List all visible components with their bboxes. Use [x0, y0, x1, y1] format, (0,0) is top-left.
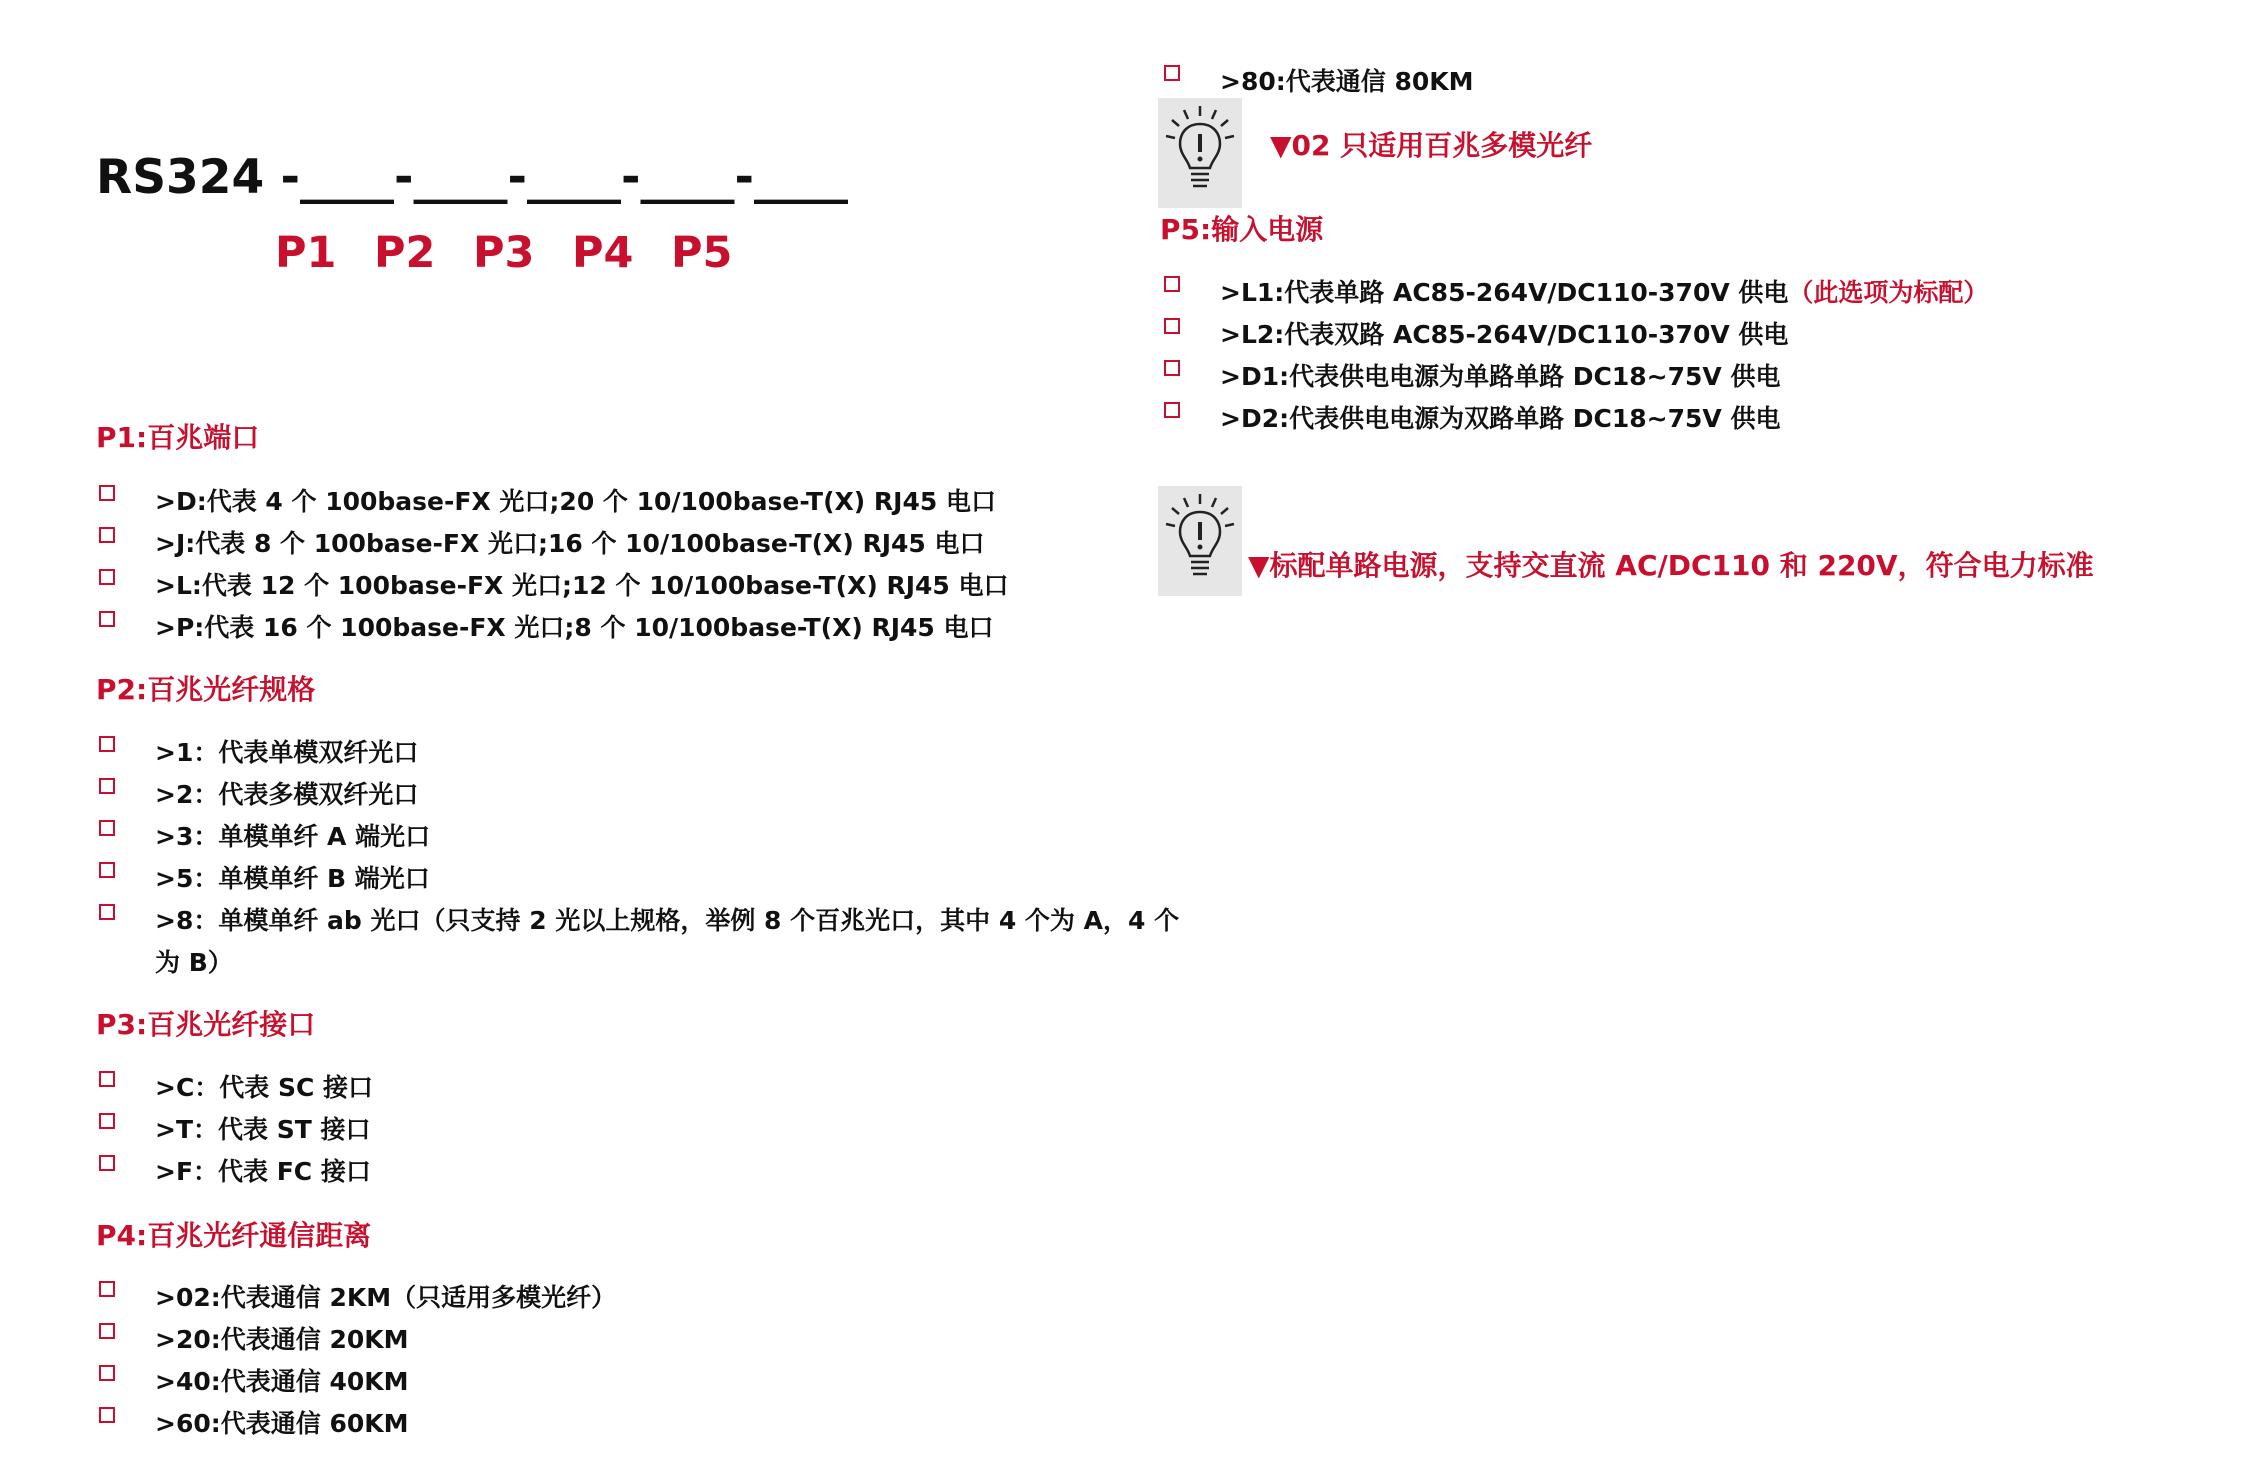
param-label-p1: P1 — [275, 228, 337, 278]
param-label-p5: P5 — [671, 228, 733, 278]
checkbox-icon[interactable] — [99, 611, 115, 627]
p4-heading: P4:百兆光纤通信距离 — [96, 1219, 372, 1252]
checkbox-icon[interactable] — [99, 1113, 115, 1129]
checkbox-icon[interactable] — [99, 1365, 115, 1381]
checkbox-icon[interactable] — [99, 569, 115, 585]
p5-tip: ▼标配单路电源，支持交直流 AC/DC110 和 220V，符合电力标准 — [1248, 549, 2094, 582]
p4-tip: ▼02 只适用百兆多模光纤 — [1270, 129, 1593, 162]
p5-heading: P5:输入电源 — [1160, 213, 1324, 246]
lightbulb-icon — [1158, 98, 1242, 208]
checkbox-icon[interactable] — [1164, 402, 1180, 418]
checkbox-icon[interactable] — [99, 1155, 115, 1171]
checkbox-icon[interactable] — [1164, 360, 1180, 376]
checkbox-icon[interactable] — [99, 1071, 115, 1087]
checkbox-icon[interactable] — [1164, 318, 1180, 334]
param-label-p2: P2 — [374, 228, 436, 278]
checkbox-icon[interactable] — [99, 736, 115, 752]
lightbulb-icon — [1158, 486, 1242, 596]
checkbox-icon[interactable] — [99, 862, 115, 878]
checkbox-icon[interactable] — [99, 1323, 115, 1339]
p2-option-8-continued: 为 B） — [155, 948, 233, 977]
model-prefix: RS324 — [96, 150, 265, 205]
checkbox-icon[interactable] — [1164, 276, 1180, 292]
p5-option-l1-note: （此选项为标配） — [1788, 278, 1989, 307]
checkbox-icon[interactable] — [99, 1281, 115, 1297]
param-labels — [275, 228, 770, 278]
checkbox-icon[interactable] — [99, 527, 115, 543]
checkbox-icon[interactable] — [1164, 65, 1180, 81]
checkbox-icon[interactable] — [99, 904, 115, 920]
checkbox-icon[interactable] — [99, 485, 115, 501]
checkbox-icon[interactable] — [99, 778, 115, 794]
p3-heading: P3:百兆光纤接口 — [96, 1008, 316, 1041]
checkbox-icon[interactable] — [99, 820, 115, 836]
model-pattern: -____-____-____-____-____ — [264, 150, 849, 205]
checkbox-icon[interactable] — [99, 1407, 115, 1423]
p1-heading: P1:百兆端口 — [96, 421, 260, 454]
p2-heading: P2:百兆光纤规格 — [96, 673, 316, 706]
model-code — [96, 150, 848, 205]
param-label-p4: P4 — [572, 228, 634, 278]
p5-option-l1-text: >L1:代表单路 AC85-264V/DC110-370V 供电 — [1220, 278, 1789, 307]
param-label-p3: P3 — [473, 228, 535, 278]
